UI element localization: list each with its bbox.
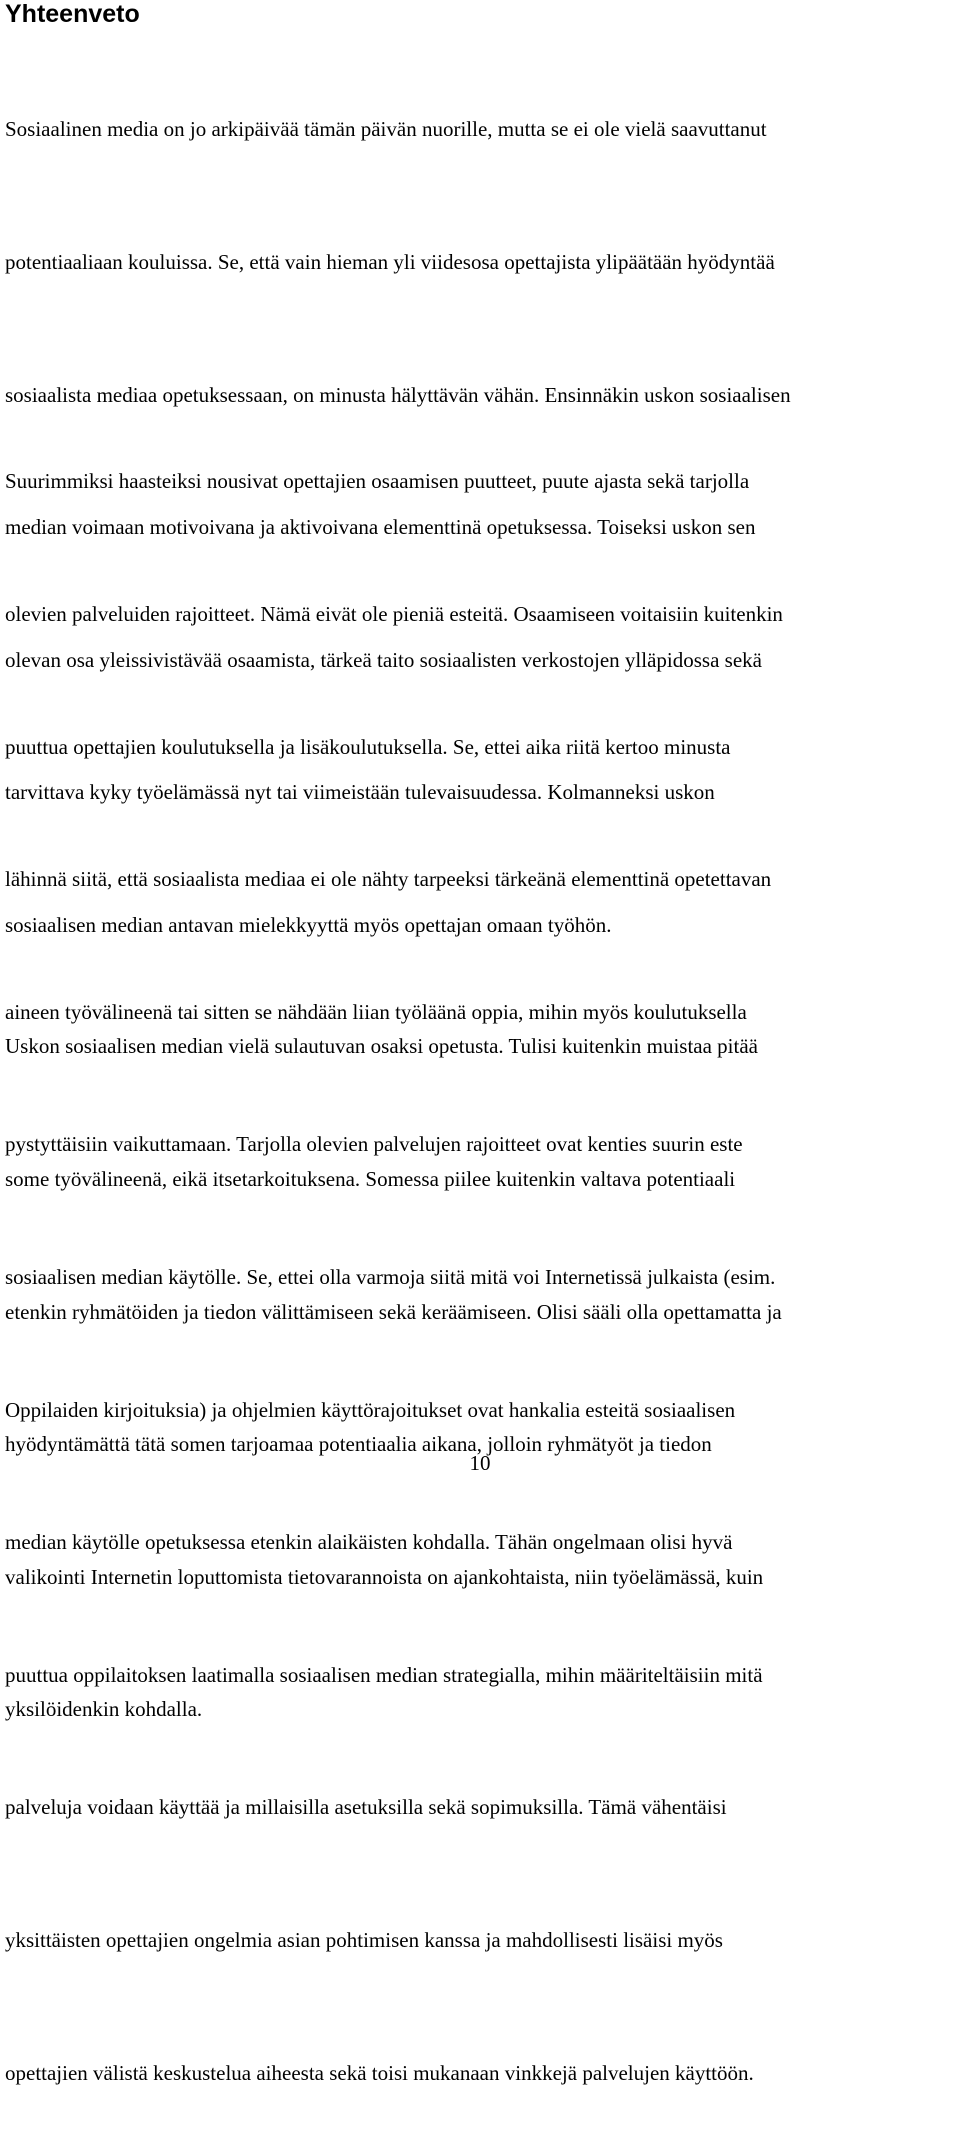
paragraph-line: median voimaan motivoivana ja aktivoivana elementtinä opetuksessa. Toiseksi uskon sen — [5, 515, 756, 540]
page-number: 10 — [469, 1451, 491, 1475]
paragraph-line: olevien palveluiden rajoitteet. Nämä eivät ole pieniä esteitä. Osaamiseen voitaisiin kuitenkin — [5, 602, 783, 626]
paragraph-line: Suurimmiksi haasteiksi nousivat opettajien osaamisen puutteet, puute ajasta sekä tarjolla — [5, 469, 750, 494]
paragraph-line: sosiaalisen median käytölle. Se, ettei olla varmoja siitä mitä voi Internetissä julkaista (esim. — [5, 1264, 776, 1289]
paragraph-line: sosiaalista mediaa opetuksessaan, on minusta hälyttävän vähän. Ensinnäkin uskon sosiaalisen — [5, 382, 791, 407]
paragraph-line: etenkin ryhmätöiden ja tiedon välittämiseen sekä keräämiseen. Olisi sääli olla opettamatta ja — [5, 1299, 782, 1324]
paragraph-line: potentiaaliaan kouluissa. Se, että vain hieman yli viidesosa opettajista ylipäätään hyödyntää — [5, 250, 775, 274]
paragraph-line: Sosiaalinen media on jo arkipäivää tämän päivän nuorille, mutta se ei ole vielä saavuttanut — [5, 117, 767, 142]
paragraph-line: puuttua opettajien koulutuksella ja lisäkoulutuksella. Se, ettei aika riitä kertoo minusta — [5, 734, 731, 759]
paragraph-line: hyödyntämättä tätä somen tarjoamaa potentiaalia aikana, jolloin ryhmätyöt ja tiedon — [5, 1432, 712, 1457]
paragraph-line: yksilöidenkin kohdalla. — [5, 1697, 203, 1722]
paragraph-line: lähinnä siitä, että sosiaalista mediaa ei ole nähty tarpeeksi tärkeänä elementtinä opetettavan — [5, 867, 772, 892]
paragraph-line: some työvälineenä, eikä itsetarkoituksena. Somessa piilee kuitenkin valtava potentiaali — [5, 1167, 736, 1191]
paragraph-line: sosiaalisen median antavan mielekkyyttä myös opettajan omaan työhön. — [5, 912, 612, 937]
paragraph-line: median käytölle opetuksessa etenkin alaikäisten kohdalla. Tähän ongelmaan olisi hyvä — [5, 1530, 733, 1555]
paragraph-line: tarvittava kyky työelämässä nyt tai viimeistään tulevaisuudessa. Kolmanneksi uskon — [5, 780, 715, 805]
paragraph-line: pystyttäisiin vaikuttamaan. Tarjolla olevien palvelujen rajoitteet ovat kenties suurin este — [5, 1132, 743, 1157]
paragraph-line: puuttua oppilaitoksen laatimalla sosiaalisen median strategialla, mihin määriteltäisiin mitä — [5, 1662, 763, 1687]
paragraph-line: aineen työvälineenä tai sitten se nähdään liian työläänä oppia, mihin myös koulutuksella — [5, 999, 747, 1024]
section-heading: Yhteenveto — [5, 0, 140, 28]
paragraph-line: opettajien välistä keskustelua aiheesta sekä toisi mukanaan vinkkejä palvelujen käyttöön. — [5, 2060, 754, 2085]
paragraph-line: palveluja voidaan käyttää ja millaisilla asetuksilla sekä sopimuksilla. Tämä vähentäisi — [5, 1795, 727, 1820]
paragraph-line: yksittäisten opettajien ongelmia asian pohtimisen kanssa ja mahdollisesti lisäisi myös — [5, 1927, 723, 1952]
paragraph-line: Uskon sosiaalisen median vielä sulautuvan osaksi opetusta. Tulisi kuitenkin muistaa pitää — [5, 1034, 758, 1059]
paragraph-line: olevan osa yleissivistävää osaamista, tärkeä taito sosiaalisten verkostojen ylläpidossa sekä — [5, 647, 762, 672]
paragraph-line: Oppilaiden kirjoituksia) ja ohjelmien käyttörajoitukset ovat hankalia esteitä sosiaalisen — [5, 1397, 736, 1422]
paragraph-line: valikointi Internetin loputtomista tietovarannoista on ajankohtaista, niin työelämässä, kuin — [5, 1564, 764, 1589]
paragraph-3 — [5, 936, 960, 1776]
